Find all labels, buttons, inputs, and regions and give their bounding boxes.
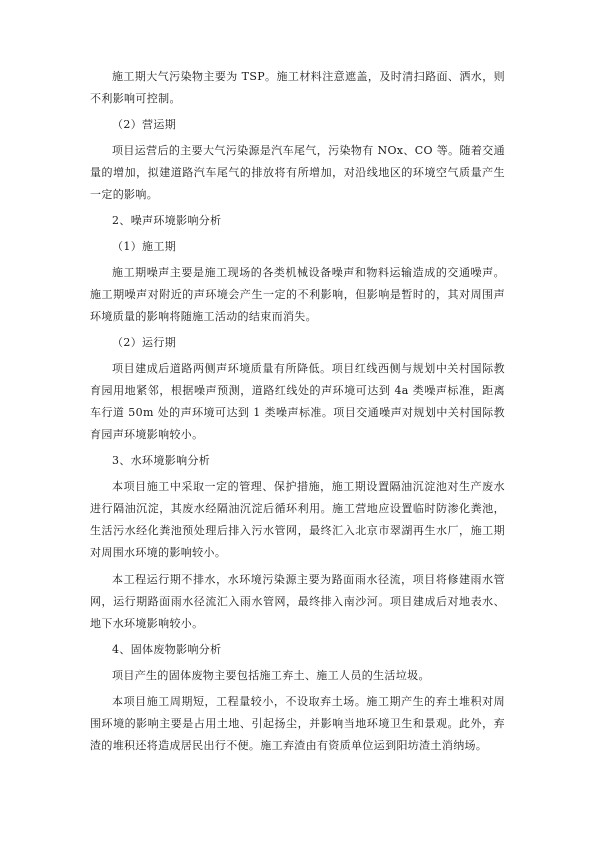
paragraph-solid-waste-impact: 本项目施工周期短，工程量较小，不设取弃土场。施工期产生的弃土堆积对周围环境的影响主要是占用土地、引起扬尘，并影响当地环境卫生和景观。此外，弃渣的堆积还将造成居民出行不便。施工弃渣由有资质单位运到阳坊渣土消纳场。 [90,695,505,752]
subheading-operation-period: （2）营运期 [112,118,177,131]
section-heading-water: 3、水环境影响分析 [112,454,211,467]
paragraph-air-operation: 项目运营后的主要大气污染源是汽车尾气，污染物有 NOx、CO 等。随着交通量的增加，拟建道路汽车尾气的排放将有所增加，对沿线地区的环境空气质量产生一定的影响。 [90,144,505,201]
paragraph-solid-waste-sources: 项目产生的固体废物主要包括施工弃土、施工人员的生活垃圾。 [112,669,430,682]
paragraph-water-construction: 本项目施工中采取一定的管理、保护措施，施工期设置隔油沉淀池对生产废水进行隔油沉淀，其废水经隔油沉淀后循环利用。施工营地应设置临时防渗化粪池，生活污水经化粪池预处理后排入污水管网，最终汇入北京市翠湖再生水厂，施工期对周围水环境的影响较小。 [90,480,505,559]
section-heading-solid-waste: 4、固体废物影响分析 [112,643,222,656]
section-heading-noise: 2、噪声环境影响分析 [112,214,222,227]
paragraph-air-construction: 施工期大气污染物主要为 TSP。施工材料注意遮盖，及时清扫路面、洒水，则不利影响可控制。 [90,70,505,105]
paragraph-noise-operation: 项目建成后道路两侧声环境质量有所降低。项目红线西侧与规划中关村国际教育园用地紧邻，根据噪声预测，道路红线处的声环境可达到 4a 类噪声标准，距离车行道 50m 处的声环境可达到 1 类噪声标准。项目交通噪声对规划中关村国际教育园声环境影响较小。 [90,362,505,441]
subheading-construction-period: （1）施工期 [112,240,177,253]
subheading-running-period: （2）运行期 [112,336,177,349]
paragraph-water-operation: 本工程运行期不排水，水环境污染源主要为路面雨水径流，项目将修建雨水管网，运行期路面雨水径流汇入雨水管网，最终排入南沙河。项目建成后对地表水、地下水环境影响较小。 [90,573,505,630]
document-page [90,66,505,757]
paragraph-noise-construction: 施工期噪声主要是施工现场的各类机械设备噪声和物料运输造成的交通噪声。施工期噪声对附近的声环境会产生一定的不利影响，但影响是暂时的，其对周围声环境质量的影响将随施工活动的结束而消失。 [90,266,505,323]
